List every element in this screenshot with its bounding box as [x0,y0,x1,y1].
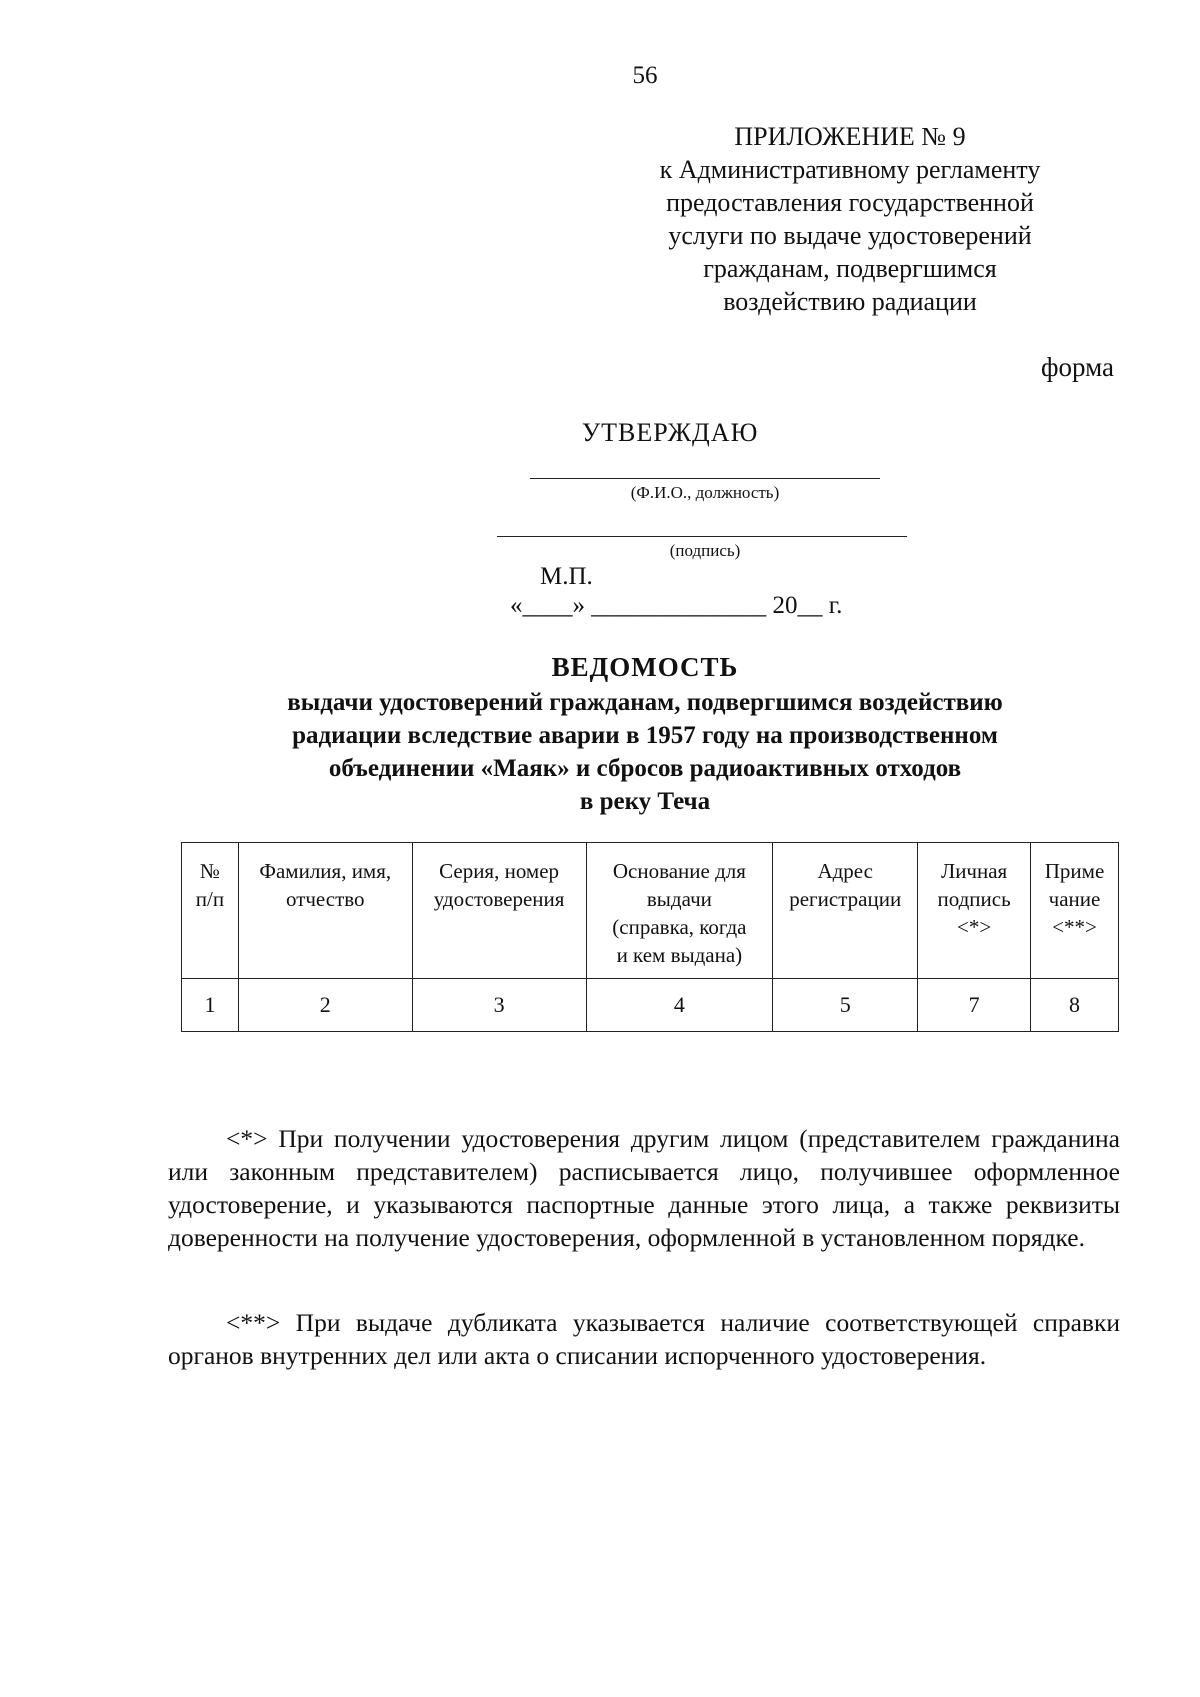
signature-caption: (подпись) [669,541,741,560]
footnote-2-text: <**> При выдаче дубликата указывается наличие соответствующей справки органов внутренних дел или акта о списании испорченного удостоверения. [168,1308,1120,1370]
header-cell-address: Адрес регистрации [773,843,918,979]
document-title [160,648,1130,818]
signature-line [497,536,907,537]
appendix-line: к Административному регламенту [659,155,1041,184]
page-number: 56 [632,62,658,89]
subtitle-line: объединении «Маяк» и сбросов радиоактивных отходов [328,755,962,782]
header-cell-certificate-number: Серия, номер удостоверения [412,843,586,979]
subtitle-line: радиации вследствие аварии в 1957 году на производственном [292,722,998,749]
name-position-caption: (Ф.И.О., должность) [630,483,780,502]
column-number-cell: 2 [238,979,412,1032]
column-number-cell: 8 [1031,979,1119,1032]
header-cell-note: Приме чание <**> [1031,843,1119,979]
header-cell-full-name: Фамилия, имя, отчество [238,843,412,979]
form-label: форма [1041,352,1114,382]
header-cell-signature: Личная подпись <*> [918,843,1031,979]
footnote-2 [168,1306,1120,1372]
approve-label: УТВЕРЖДАЮ [581,418,759,447]
column-number-cell: 4 [586,979,773,1032]
column-number-cell: 5 [773,979,918,1032]
subtitle-line: выдачи удостоверений гражданам, подвергшимся воздействию [287,689,1003,716]
footnote-1 [168,1122,1120,1254]
appendix-line: гражданам, подвергшимся [703,254,997,283]
appendix-header [600,120,1100,318]
column-number-cell: 3 [412,979,586,1032]
table-header-row [182,843,1119,979]
approval-date-line: «____» ______________ 20__ г. [510,592,843,619]
column-number-cell: 1 [182,979,239,1032]
appendix-line: предоставления государственной [666,188,1034,217]
title-main: ВЕДОМОСТЬ [551,652,739,682]
header-cell-basis: Основание для выдачи (справка, когда и кем выдана) [586,843,773,979]
register-table [181,842,1119,1032]
title-subtitle [160,686,1130,818]
subtitle-line: в реку Теча [579,788,711,815]
appendix-line: услуги по выдаче удостоверений [668,221,1032,250]
appendix-line: воздействию радиации [723,287,977,316]
name-position-line [530,478,880,479]
seal-label: М.П. [540,563,593,590]
appendix-title: ПРИЛОЖЕНИЕ № 9 [734,122,966,151]
footnote-1-text: <*> При получении удостоверения другим лицом (представителем гражданина или законным представителем) расписывается лицо, получившее оформленное удостоверение, и указываются паспортные данные этого лица, а также реквизиты доверенности на получение удостоверения, оформленной в установленном порядке. [168,1124,1120,1252]
column-number-cell: 7 [918,979,1031,1032]
table-row [182,979,1119,1032]
header-cell-number: № п/п [182,843,239,979]
